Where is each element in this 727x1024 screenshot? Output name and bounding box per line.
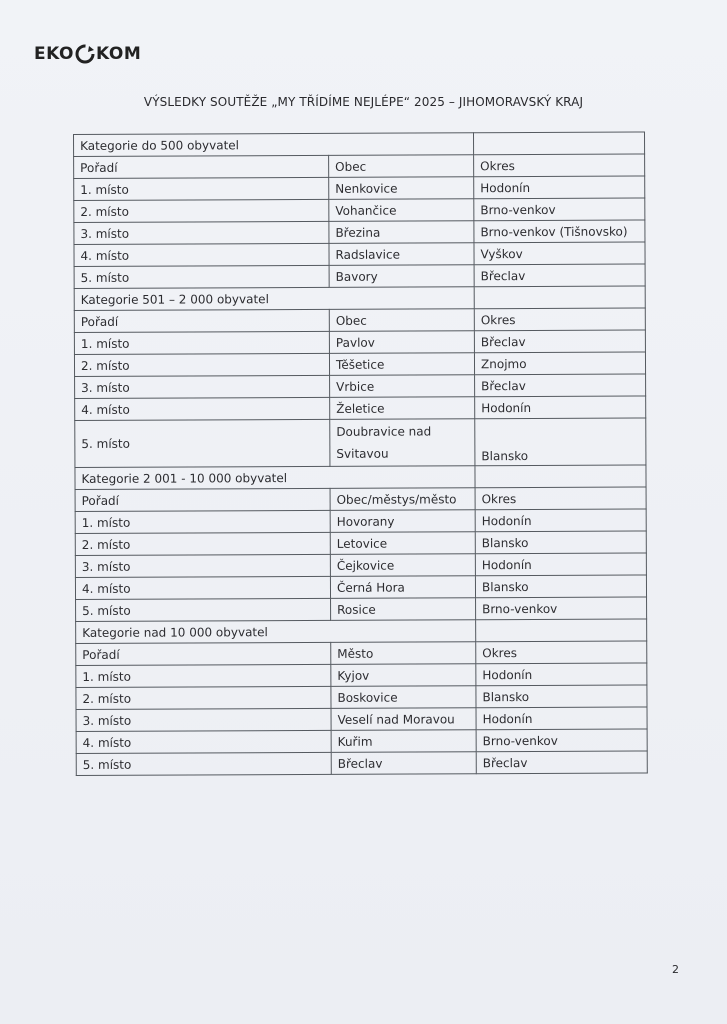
municipality-cell: Doubravice nad Svitavou: [330, 419, 475, 467]
table-row: [74, 352, 645, 376]
header-district: Okres: [476, 641, 647, 664]
district-cell: Hodonín: [474, 176, 645, 199]
municipality-cell: Vohančice: [329, 199, 474, 222]
municipality-cell: Hovorany: [330, 510, 475, 533]
district-cell: Hodonín: [475, 553, 646, 576]
table-row: [76, 729, 647, 753]
municipality-cell: Boskovice: [331, 686, 476, 709]
header-district: Okres: [475, 487, 646, 510]
rank-cell: 1. místo: [74, 331, 329, 354]
district-cell: Brno-venkov: [476, 597, 647, 620]
category-name: Kategorie do 500 obyvatel: [74, 133, 474, 157]
header-rank: Pořadí: [74, 309, 329, 332]
rank-cell: 2. místo: [74, 353, 329, 376]
table-row: [76, 685, 647, 709]
rank-cell: 4. místo: [75, 576, 330, 599]
municipality-cell: Čejkovice: [330, 554, 475, 577]
column-header-row: [74, 154, 645, 178]
municipality-cell: Radslavice: [329, 243, 474, 266]
district-cell: Blansko: [475, 418, 646, 466]
category-name: Kategorie nad 10 000 obyvatel: [76, 620, 476, 644]
rank-cell: 4. místo: [75, 397, 330, 420]
logo-text-left: EKO: [34, 44, 74, 64]
district-cell: Vyškov: [474, 242, 645, 265]
table-row: [75, 509, 646, 533]
table-row: [75, 374, 646, 398]
empty-cell: [474, 286, 645, 309]
rank-cell: 3. místo: [74, 221, 329, 244]
logo-text-right: KOM: [95, 44, 142, 64]
municipality-cell: Veselí nad Moravou: [331, 708, 476, 731]
category-header-row: [75, 465, 646, 489]
municipality-cell: Kyjov: [331, 664, 476, 687]
municipality-cell: Kuřim: [331, 730, 476, 753]
table-row: [75, 575, 646, 599]
table-row: [75, 418, 646, 467]
page-number: 2: [672, 963, 679, 976]
empty-cell: [475, 465, 646, 488]
table-row: [74, 176, 645, 200]
rank-cell: 5. místo: [76, 752, 331, 775]
district-cell: Břeclav: [474, 330, 645, 353]
column-header-row: [74, 308, 645, 332]
results-table: [73, 132, 648, 776]
district-cell: Blansko: [476, 685, 647, 708]
header-rank: Pořadí: [74, 155, 329, 178]
district-cell: Znojmo: [474, 352, 645, 375]
district-cell: Blansko: [475, 575, 646, 598]
municipality-cell: Vrbice: [330, 375, 475, 398]
district-cell: Hodonín: [476, 707, 647, 730]
header-rank: Pořadí: [76, 642, 331, 665]
municipality-cell: Nenkovice: [329, 177, 474, 200]
recycle-arrow-icon: [75, 44, 95, 64]
table-row: [75, 531, 646, 555]
rank-cell: 1. místo: [75, 510, 330, 533]
rank-cell: 4. místo: [74, 243, 329, 266]
district-cell: Hodonín: [475, 509, 646, 532]
municipality-cell: Pavlov: [329, 331, 474, 354]
rank-cell: 2. místo: [76, 686, 331, 709]
category-header-row: [76, 619, 647, 643]
municipality-cell: Břeclav: [331, 752, 476, 775]
municipality-cell: Bavory: [329, 265, 474, 288]
district-cell: Brno-venkov: [474, 198, 645, 221]
table-row: [74, 198, 645, 222]
district-cell: Hodonín: [475, 396, 646, 419]
table-row: [74, 330, 645, 354]
rank-cell: 2. místo: [74, 199, 329, 222]
column-header-row: [75, 487, 646, 511]
table-row: [76, 597, 647, 621]
municipality-cell: Letovice: [330, 532, 475, 555]
rank-cell: 3. místo: [75, 375, 330, 398]
rank-cell: 4. místo: [76, 730, 331, 753]
table-row: [76, 751, 647, 775]
header-rank: Pořadí: [75, 488, 330, 511]
rank-cell: 3. místo: [75, 554, 330, 577]
rank-cell: 5. místo: [74, 265, 329, 288]
district-cell: Břeclav: [475, 374, 646, 397]
header-municipality: Obec/městys/město: [330, 488, 475, 511]
municipality-cell: Březina: [329, 221, 474, 244]
column-header-row: [76, 641, 647, 665]
district-cell: Brno-venkov: [476, 729, 647, 752]
municipality-cell: Těšetice: [329, 353, 474, 376]
rank-cell: 1. místo: [76, 664, 331, 687]
category-header-row: [74, 286, 645, 310]
table-row: [76, 707, 647, 731]
rank-cell: 5. místo: [75, 419, 330, 467]
empty-cell: [473, 132, 644, 155]
category-header-row: [74, 132, 645, 156]
header-district: Okres: [474, 308, 645, 331]
municipality-cell: Rosice: [331, 598, 476, 621]
ekokom-logo: [34, 44, 141, 64]
district-cell: Břeclav: [474, 264, 645, 287]
header-district: Okres: [474, 154, 645, 177]
table-row: [75, 396, 646, 420]
header-municipality: Město: [331, 642, 476, 665]
document-title: VÝSLEDKY SOUTĚŽE „MY TŘÍDÍME NEJLÉPE“ 2025 – JIHOMORAVSKÝ KRAJ: [143, 95, 584, 109]
rank-cell: 2. místo: [75, 532, 330, 555]
table-row: [74, 220, 645, 244]
header-municipality: Obec: [329, 309, 474, 332]
header-municipality: Obec: [329, 155, 474, 178]
municipality-cell: Černá Hora: [330, 576, 475, 599]
district-cell: Hodonín: [476, 663, 647, 686]
table-row: [74, 264, 645, 288]
rank-cell: 3. místo: [76, 708, 331, 731]
table-row: [76, 663, 647, 687]
category-name: Kategorie 501 – 2 000 obyvatel: [74, 287, 474, 311]
district-cell: Brno-venkov (Tišnovsko): [474, 220, 645, 243]
rank-cell: 5. místo: [76, 598, 331, 621]
district-cell: Břeclav: [476, 751, 647, 774]
table-row: [74, 242, 645, 266]
table-row: [75, 553, 646, 577]
municipality-cell: Želetice: [330, 397, 475, 420]
category-name: Kategorie 2 001 - 10 000 obyvatel: [75, 466, 475, 490]
rank-cell: 1. místo: [74, 177, 329, 200]
district-cell: Blansko: [475, 531, 646, 554]
empty-cell: [476, 619, 647, 642]
